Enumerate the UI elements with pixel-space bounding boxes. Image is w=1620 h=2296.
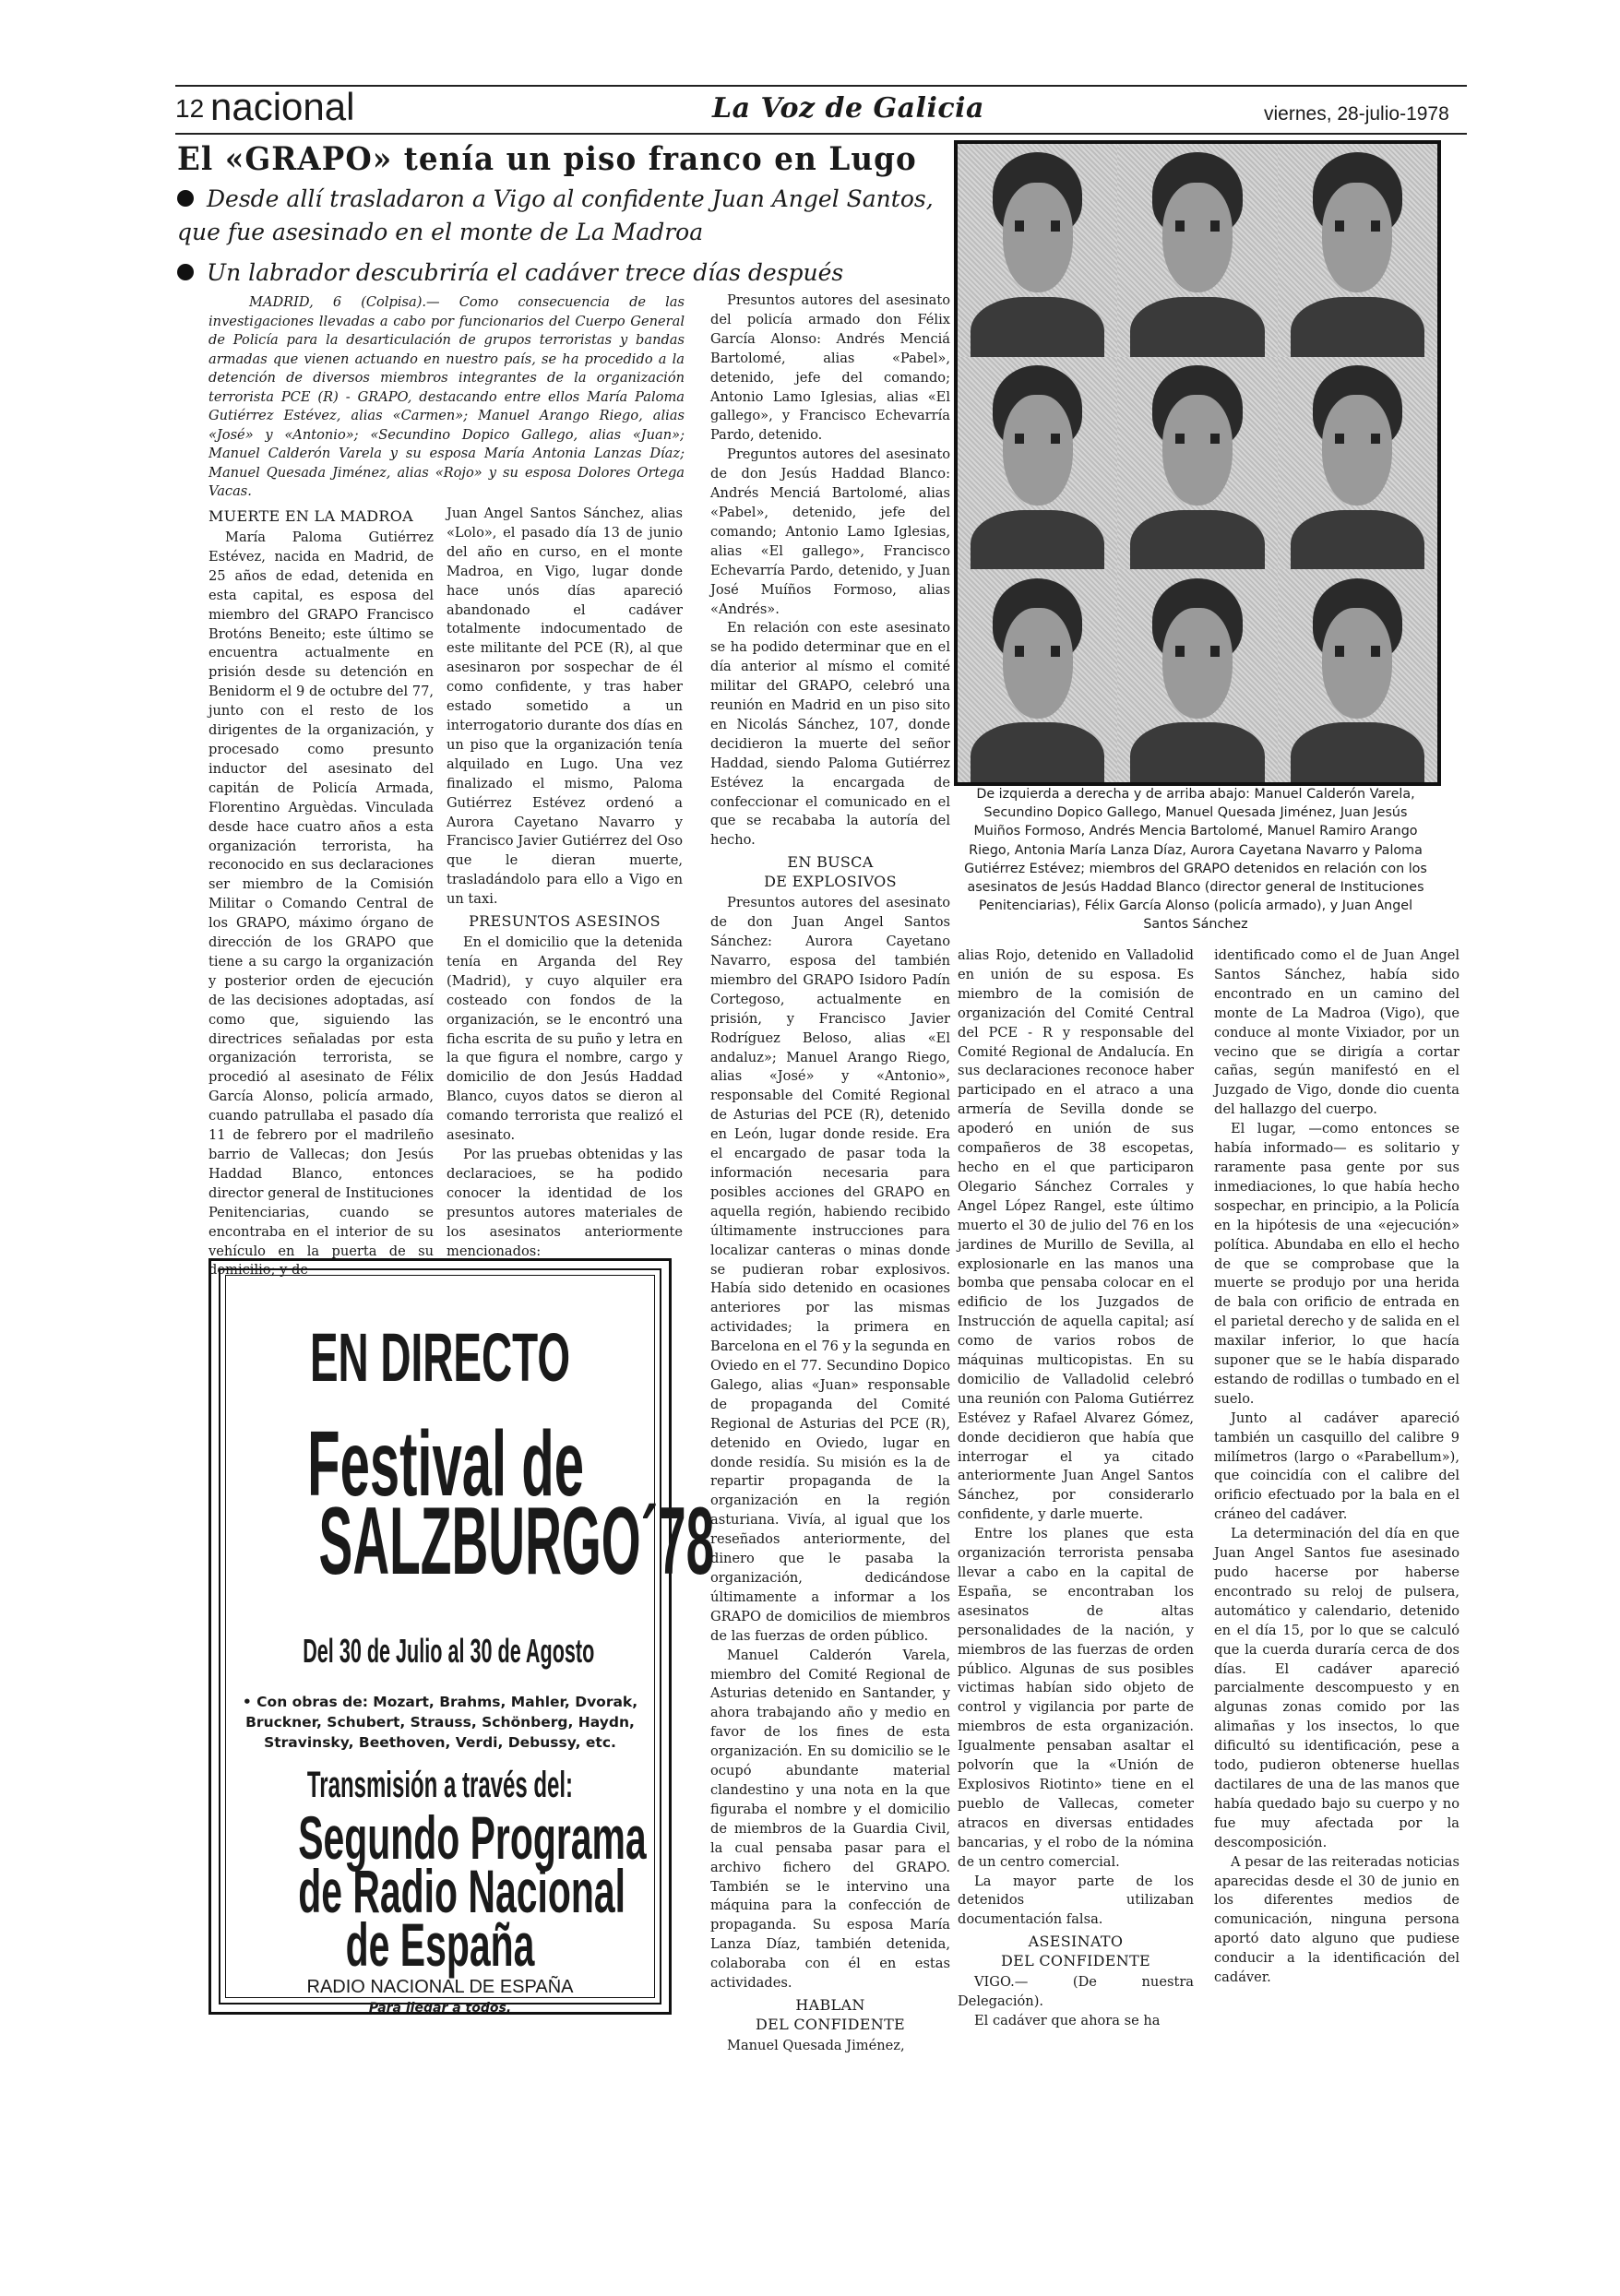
photo-caption: De izquierda a derecha y de arriba abajo: Manuel Calderón Varela, Secundino Dopico Gallego, Manuel Quesada Jiménez, Juan Jesús Muiños Formoso, Andrés Mencia Bartolomé, Manuel Ramiro Arango Riego, Antonia María Lanza Díaz, Aurora Cayetana Navarro y Paloma Gutiérrez Estévez; miembros del GRAPO detenidos en relación con los asesinatos de Jesús Haddad Blanco (director general de Instituciones Penitenciarias), Félix García Alonso (policía armado), y Juan Angel Santos Sánchez bbox=[964, 787, 1427, 933]
ad-program-1: Segundo Programa bbox=[298, 1803, 647, 1872]
article-headline: El «GRAPO» tenía un piso franco en Lugo bbox=[177, 140, 917, 178]
paragraph: A pesar de las reiteradas noticias aparecidas desde el 30 de junio en los diferentes medios de comunicación, ninguna persona aportó dato alguno que pudiese conducir a la identificación del cadáver. bbox=[1214, 1853, 1459, 1986]
bullet-icon bbox=[177, 190, 194, 207]
portrait bbox=[958, 144, 1117, 357]
ad-dates: Del 30 de Julio al 30 de Agosto bbox=[303, 1632, 595, 1670]
paragraph: Junto al cadáver apareció también un casquillo del calibre 9 milímetros (largo o «Parabellum»), que coincidía con el calibre del orificio efectuado por la bala en el cráneo del cadáver. bbox=[1214, 1410, 1459, 1523]
ad-festival: Festival de bbox=[307, 1412, 584, 1516]
paragraph: La mayor parte de los detenidos utilizaban documentación falsa. bbox=[958, 1873, 1194, 1928]
portrait bbox=[958, 357, 1117, 570]
ad-program-3: de España bbox=[345, 1910, 535, 1979]
ad-transmission: Transmisión a través del: bbox=[306, 1765, 574, 1805]
paragraph: Entre los planes que esta organización terrorista pensaba llevar a cabo en la capital de España, se encontraban los asesinatos de altas personalidades de la nación, y miembros de las fuerzas de orden público. Algunas de sus posibles victimas habían sido objeto de control y vigilancia por parte de miembros de esta organización. Igualmente pensaban asaltar el polvorín que la «Unión de Explosivos Riotinto» tiene en el pueblo de Vallecas, cometer atracos en diversas entidades bancarias, y el robo de la nómina de un centro comercial. bbox=[958, 1526, 1194, 1870]
paragraph: En el domicilio que la detenida tenía en Arganda del Rey (Madrid), y cuyo alquiler era costeado con fondos de la organización, se le encontró una ficha escrita de su puño y letra en la que figura el nombre, cargo y domicilio de don Jesús Haddad Blanco, cuyos datos se dieron al comando terrorista que realizó el asesinato. bbox=[447, 934, 683, 1144]
ad-salzburgo: SALZBURGO´78 bbox=[318, 1488, 715, 1595]
issue-date: viernes, 28-julio-1978 bbox=[1264, 103, 1449, 125]
masthead-logo: La Voz de Galicia bbox=[712, 92, 984, 125]
section-heading-en-busca: EN BUSCA bbox=[787, 853, 874, 872]
article-lead bbox=[208, 293, 685, 502]
lead-text: MADRID, 6 (Colpisa).— Como consecuencia de las investigaciones llevadas a cabo por funcionarios del Cuerpo General de Policía para la desarticulación de grupos terroristas y bandas armadas que vienen actuando en nuestro país, se ha procedido a la detención de diversos miembros integrantes de la organización terrorista PCE (R) - GRAPO, destacando entre ellos María Paloma Gutiérrez Estévez, alias «Carmen»; Manuel Arango Riego, alias «José» y «Antonio»; «Secundino Dopico Gallego, alias «Juan»; Manuel Calderón Varela y su esposa María Antonia Lanzas Díaz; Manuel Quesada Jiménez, alias «Rojo» y su esposa Dolores Ortega Vacas. bbox=[208, 294, 685, 499]
portrait bbox=[1117, 357, 1277, 570]
ad-slogan: Para llegar a todos. bbox=[368, 2001, 512, 2016]
paragraph: VIGO.— (De nuestra Delegación). bbox=[958, 1974, 1194, 2010]
subhead-1 bbox=[177, 183, 943, 249]
suspects-photo bbox=[954, 140, 1441, 786]
portrait bbox=[1278, 144, 1437, 357]
section-heading-explosivos: DE EXPLOSIVOS bbox=[764, 873, 897, 891]
ad-en-directo: EN DIRECTO bbox=[309, 1319, 571, 1396]
section-heading-del-confidente: DEL CONFIDENTE bbox=[755, 2015, 906, 2033]
top-rule bbox=[175, 85, 1467, 87]
section-heading-asesinato: ASESINATO bbox=[1028, 1933, 1124, 1951]
portrait bbox=[958, 569, 1117, 782]
page-number: 12 bbox=[175, 94, 205, 123]
paragraph: identificado como el de Juan Angel Santos Sánchez, había sido encontrado en un camino del monte de La Madroa (Vigo), que conduce al monte Vixiador, por un vecino que se dirigía a cortar cañas, según manifestó en el Juzgado de Vigo, donde dio cuenta del hallazgo del cuerpo. bbox=[1214, 947, 1459, 1118]
section-name: nacional bbox=[210, 85, 355, 128]
bullet-icon bbox=[177, 264, 194, 280]
paragraph: María Paloma Gutiérrez Estévez, nacida en Madrid, de 25 años de edad, detenida en esta capital, es esposa del miembro del GRAPO Francisco Brotóns Beneito; este último se encuentra actualmente en prisión desde su detención en Benidorm el 9 de octubre del 77, junto con el resto de los dirigentes de la organización, y procesado como presunto inductor del asesinato del capitán de Policía Armada, Florentino Arguèdas. Vinculada desde hace cuatro años a esta organización terrorista, ha reconocido en sus declaraciones ser miembro de la Comisión Militar o Comando Central de los GRAPO, máximo órgano de dirección de los GRAPO que tiene a su cargo la organización y posterior orden de ejecución de las decisiones adoptadas, así como que, siguiendo las directrices señaladas por esta organización terrorista, se procedió al asesinato de Félix García Alonso, policía armado, cuando patrullaba el pasado día 11 de febrero por el madrileño barrio de Vallecas; don Jesús Haddad Blanco, entonces director general de Instituciones Penitenciarias, cuando se encontraba en el interior de su vehículo en la puerta de su domicilio; y de bbox=[208, 529, 434, 1279]
paragraph: El cadáver que ahora se ha bbox=[974, 2013, 1161, 2029]
column-4 bbox=[958, 946, 1194, 2031]
portrait bbox=[1117, 569, 1277, 782]
portrait bbox=[1278, 569, 1437, 782]
column-1 bbox=[208, 505, 434, 1280]
subhead-2-text: Un labrador descubriría el cadáver trece días después bbox=[207, 259, 844, 286]
section-heading-hablan: HABLAN bbox=[795, 1995, 865, 2014]
paragraph: Presuntos autores del asesinato del policía armado don Félix García Alonso: Andrés Menciá Bartolomé, alias «Pabel», detenido, jefe del comando; Antonio Lamo Iglesias, alias «El gallego», y Francisco Echevarría Pardo, detenido. bbox=[710, 292, 950, 444]
portrait bbox=[1278, 357, 1437, 570]
section-heading-confidente: DEL CONFIDENTE bbox=[1000, 1952, 1151, 1970]
radio-advertisement bbox=[208, 1258, 715, 2016]
paragraph: El lugar, —como entonces se había informado— es solitario y raramente pasa gente por sus inmediaciones, lo que había hecho sospechar, en principio, a la Policía en la hipótesis de una «ejecución» política. Abundaba en ello el hecho de que se comprobase que la muerte se produjo por una herida de bala con orificio de entrada en el parietal derecho y de salida en el maxilar inferior, lo que hacía suponer que se le había disparado estando de rodillas o tumbado en el suelo. bbox=[1214, 1121, 1459, 1407]
paragraph: alias Rojo, detenido en Valladolid en unión de su esposa. Es miembro de la comisión de organización del Comité Central del PCE - R y responsable del Comité Regional de Andalucía. En sus declaraciones reconoce haber participado en el atraco a una armería de Sevilla donde se apoderó en unión de sus compañeros de 38 escopetas, hecho en el que participaron Olegario Sánchez Corrales y Angel López Rangel, este último muerto el 30 de julio del 76 en los jardines de Murillo de Sevilla, al explosionarle en las manos una bomba que pensaba colocar en el edificio de los Juzgados de Instrucción de aquella capital; así como de varios robos de máquinas multicopistas. En su domicilio de Valladolid celebró una reunión con Paloma Gutiérrez Estévez y Rafael Alvarez Gómez, donde decidieron que había que interrogar el ya citado anteriormente Juan Angel Santos Sánchez, por considerarlo confidente, y darle muerte. bbox=[958, 947, 1194, 1523]
column-5 bbox=[1214, 946, 1459, 1988]
paragraph: Manuel Calderón Varela, miembro del Comité Regional de Asturias detenido en Santander, y ahora trabajando año y medio en favor de los fines de esta organización. En su domicilio se le ocupó abundante material clandestino y una nota en la que figuraba el nombre y el domicilio de miembros de la Guardia Civil, la cual pensaba pasar para el archivo fichero del GRAPO. También se le intervino una máquina para la confección de propaganda. Su esposa María Lanza Díaz, también detenida, colaboraba con él en estas actividades. bbox=[710, 1647, 950, 1992]
paragraph: Preguntos autores del asesinato de don Jesús Haddad Blanco: Andrés Menciá Bartolomé, alias «Pabel», detenido, jefe del comando; Antonio Lamo Iglesias, alias «El gallego», Francisco Echevarría Pardo, detenido, y Juan José Muíños Formoso, alias «Andrés». bbox=[710, 446, 950, 617]
portrait bbox=[1117, 144, 1277, 357]
paragraph: Manuel Quesada Jiménez, bbox=[727, 2037, 905, 2053]
section-heading-presuntos: PRESUNTOS ASESINOS bbox=[469, 912, 661, 931]
paragraph: Juan Angel Santos Sánchez, alias «Lolo», el pasado día 13 de junio del año en curso, en el monte Madroa, en Vigo, lugar donde hace unós días apareció abandonado el cadáver totalmente indocumentado de este militante del PCE (R), al que asesinaron por sospechar de él como confidente, y tras haber estado sometido a un interrogatorio durante dos días en un piso que la organización tenía alquilado en Lugo. Una vez finalizado el mismo, Paloma Gutiérrez Estévez ordenó a Aurora Cayetano Navarro y Francisco Javier Gutiérrez del Oso que le dieran muerte, trasladándolo para ello a Vigo en un taxi. bbox=[447, 506, 683, 908]
header-rule bbox=[175, 133, 1467, 135]
column-3 bbox=[710, 291, 950, 2056]
subhead-1-text: Desde allí trasladaron a Vigo al confidente Juan Angel Santos, que fue asesinado en el monte de La Madroa bbox=[177, 185, 934, 245]
paragraph: Por las pruebas obtenidas y las declaracioes, se ha podido conocer la identidad de los presuntos autores materiales de los asesinatos anteriormente mencionados: bbox=[447, 1147, 683, 1259]
column-2 bbox=[447, 505, 683, 1261]
paragraph: La determinación del día en que Juan Angel Santos fue asesinado pudo hacerse por haberse encontrado su reloj de pulsera, automático y calendario, detenido en el día 15, por lo que se calculó que la cuerda duraría cerca de dos días. El cadáver apareció parcialmente descompuesto y en algunas zonas comido por las alimañas y los insectos, lo que dificultó su identificación, pese a todo, pudieron obtenerse huellas dactilares de una de las manos que había quedado bajo su cuerpo y no fue muy afectada por la descomposición. bbox=[1214, 1526, 1459, 1850]
paragraph: Presuntos autores del asesinato de don Juan Angel Santos Sánchez: Aurora Cayetano Navarro, esposa del también miembro del GRAPO Isidoro Padín Cortegoso, actualmente en prisión, y Francisco Javier Rodríguez Beloso, alias «El andaluz»; Manuel Arango Riego, alias «José» y «Antonio», responsable del Comité Regional de Asturias del PCE (R), detenido en León, lugar donde reside. Era el encargado de pasar toda la información necesaria para posibles acciones del GRAPO en aquella región, habiendo recibido últimamente instrucciones para localizar canteras o minas donde se pudieran robar explosivos. Había sido detenido en ocasiones anteriores por las mismas actividades; la primera en Barcelona en el 76 y la segunda en Oviedo en el 77. Secundino Dopico Galego, alias «Juan» responsable de propaganda del Comité Regional de Asturias del PCE (R), detenido en Oviedo, lugar en donde residía. Su misión es la de repartir propaganda de la organización en la región asturiana. Vivía, al igual que los reseñados anteriormente, del dinero que le pasaba la organización, dedicándose últimamente a informar a los GRAPO de domicilios de miembros de las fuerzas de orden público. bbox=[710, 895, 950, 1644]
section-heading-muerte: MUERTE EN LA MADROA bbox=[208, 507, 413, 525]
subhead-2 bbox=[177, 256, 943, 290]
ad-composers: • Con obras de: Mozart, Brahms, Mahler, Dvorak, Bruckner, Schubert, Strauss, Schönberg, Haydn, Stravinsky, Beethoven, Verdi, Debussy, etc. bbox=[242, 1694, 638, 1751]
paragraph: En relación con este asesinato se ha podido determinar que en el día anterior al mísmo el comité militar del GRAPO, celebró una reunión en Madrid en un piso sito en Nicolás Sánchez, 107, donde decidieron la muerte del señor Haddad, siendo Paloma Gutiérrez Estévez la encargada de confeccionar el comunicado en el que se recababa la autoría del hecho. bbox=[710, 620, 950, 849]
ad-program-2: de Radio Nacional bbox=[298, 1857, 625, 1925]
ad-brand: RADIO NACIONAL DE ESPAÑA bbox=[306, 1977, 574, 1997]
